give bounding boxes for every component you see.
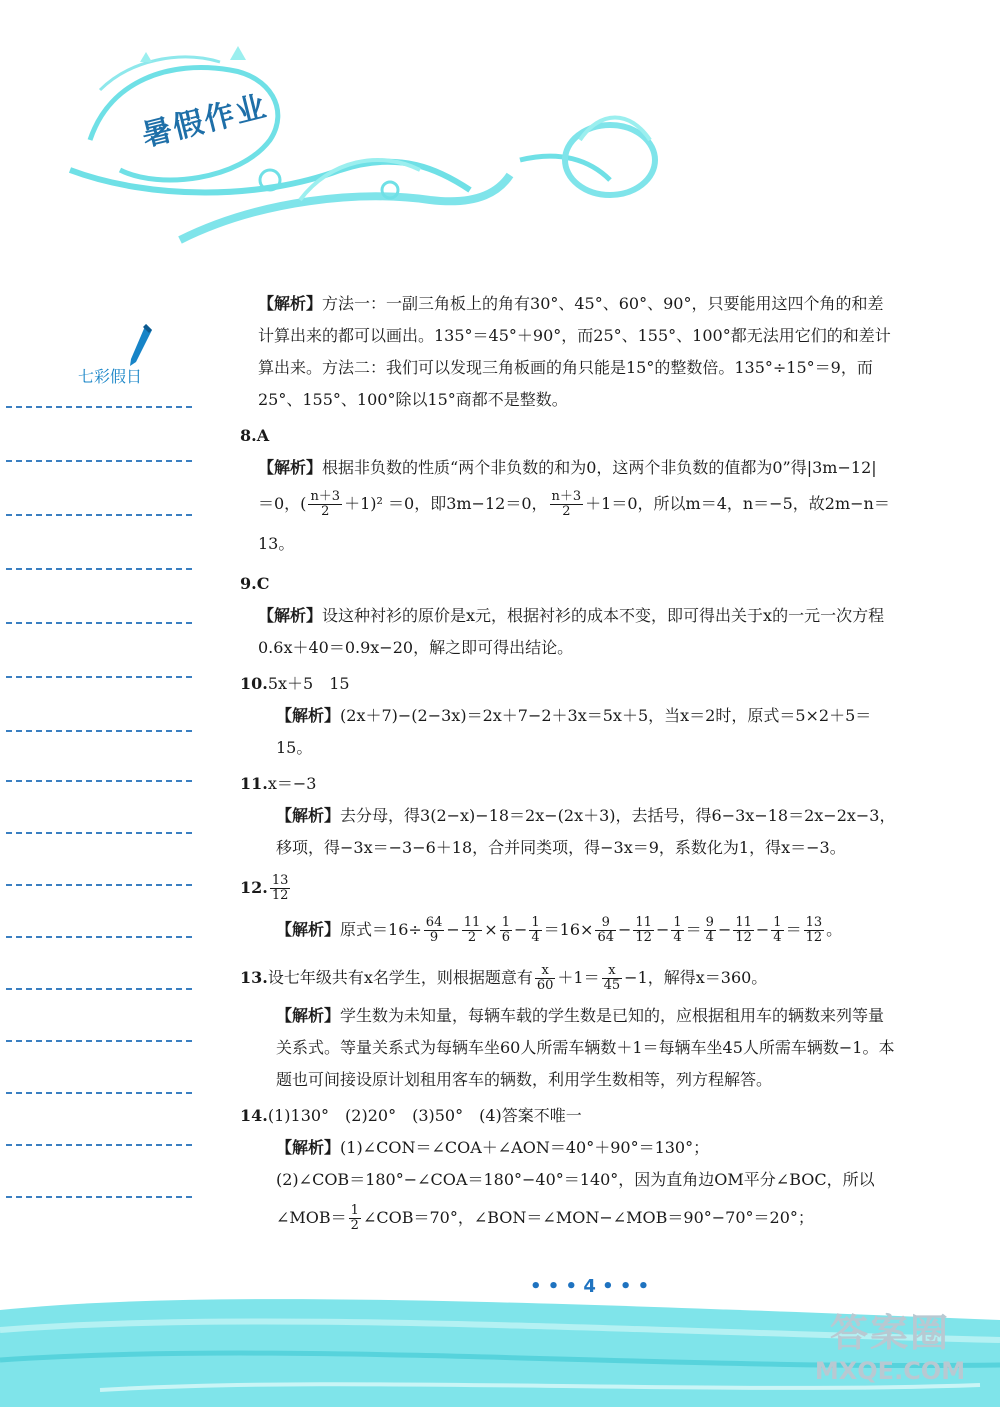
fraction-denominator: 2 xyxy=(467,930,477,945)
question-number: 12. xyxy=(240,878,268,897)
note-line xyxy=(6,884,192,886)
pen-icon xyxy=(128,322,154,368)
fraction-numerator: 11 xyxy=(735,915,752,930)
formula-text: 。 xyxy=(826,920,843,939)
formula-text: 设七年级共有x名学生，则根据题意有 xyxy=(267,968,533,987)
fraction-numerator: 11 xyxy=(463,915,481,930)
fraction xyxy=(595,916,616,945)
explanation-tag: 【解析】 xyxy=(276,706,341,725)
fraction-numerator: 64 xyxy=(425,915,443,930)
note-line xyxy=(6,832,192,834)
answer-text: 5x＋5 15 xyxy=(267,674,350,693)
explanation-text: (2)∠COB＝180°−∠COA＝180°−40°＝140°，因为直角边OM平分∠BOC，所以 xyxy=(276,1170,875,1189)
q11-answer xyxy=(240,768,898,800)
fraction-numerator: n＋3 xyxy=(551,489,582,504)
note-line xyxy=(6,406,192,408)
q11-explanation xyxy=(258,800,898,864)
formula-text: ∠COB＝70°，∠BON＝∠MON−∠MOB＝90°−70°＝20°； xyxy=(362,1208,814,1227)
note-line xyxy=(6,1092,192,1094)
explanation-tag: 【解析】 xyxy=(258,458,323,477)
formula-text: ＝ xyxy=(685,920,702,939)
fraction-numerator: 13 xyxy=(271,873,289,888)
formula-text: ∠MOB＝ xyxy=(276,1208,347,1227)
q8-explanation xyxy=(258,452,898,484)
note-line xyxy=(6,936,192,938)
note-line xyxy=(6,1144,192,1146)
explanation-text: 方法一：一副三角板上的角有30°、45°、60°、90°，只要能用这四个角的和差计算出来的都可以画出。135°＝45°＋90°，而25°、155°、100°都无法用它们的和差计算出来。方法二：我们可以发现三角板画的角只能是15°的整数倍。135°÷15°＝9，而25°、155°、100°除以15°商都不是整数。 xyxy=(258,294,891,409)
explanation-text: (1)∠CON＝∠COA＋∠AON＝40°＋90°＝130°； xyxy=(340,1138,710,1157)
formula-text: 原式＝16÷ xyxy=(340,920,422,939)
explanation-tag: 【解析】 xyxy=(258,606,323,625)
answer-text: A xyxy=(256,426,270,445)
fraction-denominator: 2 xyxy=(321,504,330,519)
note-line xyxy=(6,1196,192,1198)
fraction-denominator: 64 xyxy=(597,930,614,945)
note-line xyxy=(6,460,192,462)
formula-text: × xyxy=(484,920,498,939)
watermark-url: MXQE.COM xyxy=(814,1357,966,1385)
fraction xyxy=(602,964,623,993)
explanation-text: 去分母，得3(2−x)−18＝2x−(2x＋3)，去括号，得6−3x−18＝2x−2x−3，移项，得−3x＝−3−6＋18，合并同类项，得−3x＝9，系数化为1，得x＝−3。 xyxy=(276,806,896,857)
fraction xyxy=(804,916,825,945)
fraction-numerator: 1 xyxy=(673,915,682,930)
fraction-numerator: 1 xyxy=(350,1203,359,1218)
note-line xyxy=(6,1040,192,1042)
fraction-numerator: x xyxy=(602,964,623,979)
q12-answer xyxy=(240,868,898,908)
explanation-text: 根据非负数的性质“两个非负数的和为0，这两个非负数的值都为0”得|3m−12| xyxy=(322,458,877,477)
q12-explanation xyxy=(258,908,898,952)
fraction-numerator: 1 xyxy=(501,915,510,930)
note-line xyxy=(6,676,192,678)
fraction-numerator: 9 xyxy=(595,916,616,931)
explanation-tag: 【解析】 xyxy=(276,1138,341,1157)
fraction-denominator: 4 xyxy=(773,930,782,945)
sidebar-label: 七彩假日 xyxy=(78,367,143,386)
fraction xyxy=(462,916,483,945)
note-line xyxy=(6,514,192,516)
answer-text: x＝−3 xyxy=(267,774,317,793)
note-line xyxy=(6,622,192,624)
watermark-logo: 答案圈 xyxy=(829,1311,950,1355)
fraction-numerator: 1 xyxy=(773,915,782,930)
q8-answer xyxy=(240,420,898,452)
note-line xyxy=(6,780,192,782)
fraction xyxy=(500,916,512,945)
q10-answer xyxy=(240,668,898,700)
question-number: 14. xyxy=(240,1106,268,1125)
note-line xyxy=(6,568,192,570)
q7-explanation xyxy=(258,288,898,416)
formula-text: − xyxy=(446,920,460,939)
formula-text: ＝0，( xyxy=(258,494,307,513)
fraction xyxy=(308,490,342,519)
fraction-denominator: 4 xyxy=(531,930,540,945)
q9-answer xyxy=(240,568,898,600)
fraction-numerator: x xyxy=(535,964,556,979)
q14-explanation-line2 xyxy=(258,1164,898,1196)
question-number: 9. xyxy=(240,574,257,593)
fraction xyxy=(529,916,541,945)
formula-text: − xyxy=(755,920,770,939)
q14-explanation-line1 xyxy=(258,1132,898,1164)
fraction-numerator: 13 xyxy=(805,915,823,930)
fraction-numerator: 9 xyxy=(705,915,714,930)
answer-text: (1)130° (2)20° (3)50° (4)答案不唯一 xyxy=(267,1106,582,1125)
q9-explanation xyxy=(258,600,898,664)
fraction-denominator: 6 xyxy=(501,930,510,945)
explanation-text: 学生数为未知量，每辆车载的学生数是已知的，应根据租用车的辆数来列等量关系式。等量关系式为每辆车坐60人所需车辆数＋1＝每辆车坐45人所需车辆数−1。本题也可间接设原计划租用客车的辆数，利用学生数相等，列方程解答。 xyxy=(276,1006,895,1089)
answer-fraction xyxy=(270,874,291,903)
fraction-numerator: 1 xyxy=(531,915,540,930)
formula-text: − xyxy=(618,920,632,939)
fraction xyxy=(704,916,716,945)
explanation-tag: 【解析】 xyxy=(276,920,341,939)
q14-explanation-line3 xyxy=(258,1196,898,1240)
fraction-denominator: 12 xyxy=(805,930,823,945)
answer-content xyxy=(240,288,898,1240)
formula-text: ＝ xyxy=(785,920,802,939)
fraction-numerator: n＋3 xyxy=(310,489,341,504)
formula-text: − xyxy=(513,920,528,939)
fraction-denominator: 12 xyxy=(271,888,289,903)
formula-text: ＋1＝0，所以m＝4，n＝−5，故2m−n＝13。 xyxy=(258,494,890,553)
explanation-tag: 【解析】 xyxy=(276,806,341,825)
page-number: • • • 4 • • • xyxy=(530,1276,650,1297)
fraction-denominator: 12 xyxy=(635,930,652,945)
fraction-denominator: 2 xyxy=(350,1218,359,1233)
fraction xyxy=(349,1204,361,1233)
fraction xyxy=(535,964,556,993)
fraction-denominator: 45 xyxy=(603,978,621,993)
fraction xyxy=(550,490,584,519)
explanation-tag: 【解析】 xyxy=(276,1006,341,1025)
formula-text: ＋1)² ＝0，即3m−12＝0， xyxy=(344,494,548,513)
question-number: 11. xyxy=(240,774,268,793)
formula-text: ＋1＝ xyxy=(557,968,600,987)
fraction xyxy=(733,916,754,945)
explanation-tag: 【解析】 xyxy=(258,294,323,313)
q13-answer xyxy=(240,956,898,1000)
fraction-numerator: 11 xyxy=(635,915,652,930)
fraction xyxy=(671,916,683,945)
fraction xyxy=(633,916,654,945)
answer-text: C xyxy=(256,574,270,593)
fraction-denominator: 12 xyxy=(735,930,752,945)
fraction-denominator: 4 xyxy=(705,930,714,945)
fraction-denominator: 4 xyxy=(673,930,682,945)
q10-explanation xyxy=(258,700,898,764)
note-line xyxy=(6,730,192,732)
question-number: 8. xyxy=(240,426,257,445)
formula-text: ＝16× xyxy=(543,920,594,939)
fraction-denominator: 9 xyxy=(429,930,439,945)
q8-explanation-line2 xyxy=(258,484,898,564)
formula-text: −1，解得x＝360。 xyxy=(624,968,768,987)
fraction-denominator: 60 xyxy=(536,978,554,993)
note-line xyxy=(6,988,192,990)
formula-text: − xyxy=(717,920,732,939)
watermark xyxy=(790,1310,990,1400)
question-number: 10. xyxy=(240,674,268,693)
question-number: 13. xyxy=(240,968,268,987)
banner-title: 暑假作业 xyxy=(138,88,272,154)
fraction-denominator: 2 xyxy=(562,504,571,519)
explanation-text: 设这种衬衫的原价是x元，根据衬衫的成本不变，即可得出关于x的一元一次方程0.6x＋40＝0.9x−20，解之即可得出结论。 xyxy=(258,606,885,657)
formula-text: − xyxy=(655,920,670,939)
fraction xyxy=(771,916,783,945)
explanation-text: (2x＋7)−(2−3x)＝2x＋7−2＋3x＝5x＋5，当x＝2时，原式＝5×2＋5＝15。 xyxy=(276,706,872,757)
q14-answer xyxy=(240,1100,898,1132)
fraction xyxy=(424,916,445,945)
q13-explanation xyxy=(258,1000,898,1096)
